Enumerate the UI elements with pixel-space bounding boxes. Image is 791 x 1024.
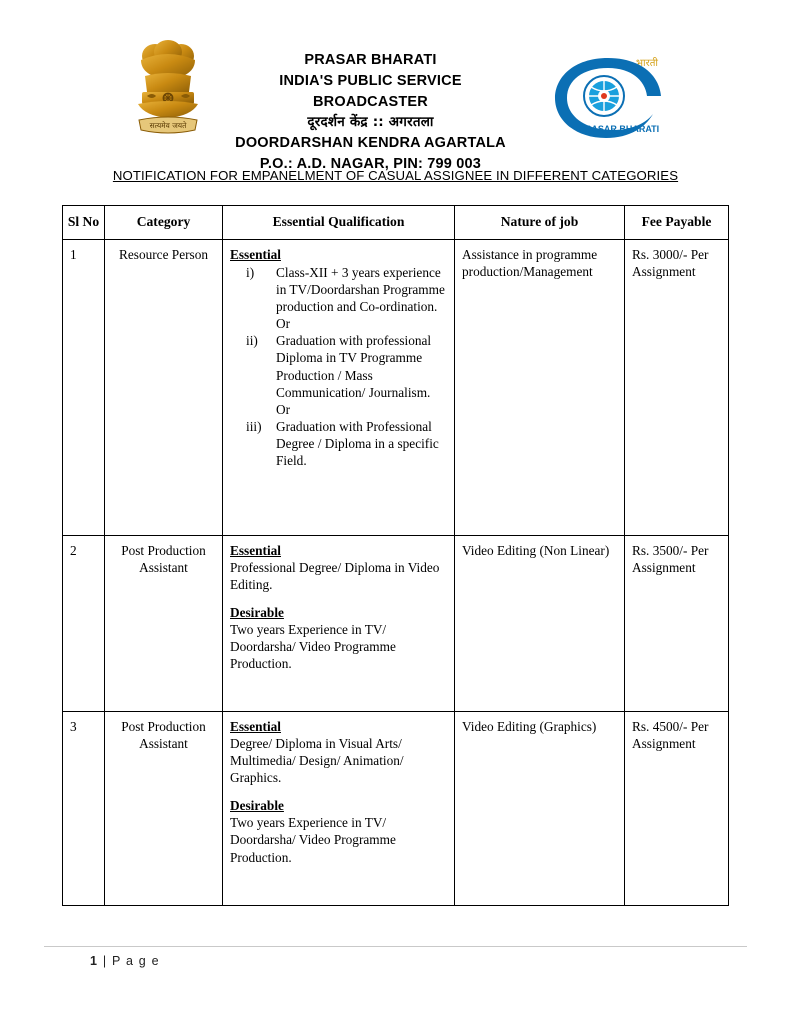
desirable-label: Desirable xyxy=(230,798,284,814)
desirable-text: Two years Experience in TV/ Doordarsha/ Video Programme Production. xyxy=(230,815,396,865)
list-item-text: Graduation with Professional Degree / Diploma in a specific Field. xyxy=(276,418,439,468)
cell-fee-payable: Rs. 4500/- Per Assignment xyxy=(625,712,729,906)
list-item xyxy=(230,332,447,417)
column-header-category: Category xyxy=(105,206,223,240)
cell-sl-no: 2 xyxy=(63,536,105,712)
footer-page-word: P a g e xyxy=(111,954,160,968)
cell-qualification xyxy=(223,536,455,712)
desirable-label: Desirable xyxy=(230,605,284,621)
cell-category: Post Production Assistant xyxy=(105,536,223,712)
list-item-numeral: iii) xyxy=(246,418,262,434)
essential-text: Professional Degree/ Diploma in Video Editing. xyxy=(230,560,440,593)
cell-qualification xyxy=(223,240,455,536)
footer-separator: | xyxy=(102,954,108,968)
document-header xyxy=(44,28,747,172)
table-row xyxy=(63,240,729,536)
desirable-text: Two years Experience in TV/ Doordarsha/ Video Programme Production. xyxy=(230,622,396,672)
list-item-text: Graduation with professional Diploma in TV Programme Production / Mass Communication/ Journalism. Or xyxy=(276,333,432,417)
cell-category: Resource Person xyxy=(105,240,223,536)
essential-text: Degree/ Diploma in Visual Arts/ Multimedia/ Design/ Animation/ Graphics. xyxy=(230,736,404,786)
list-item xyxy=(230,264,447,332)
column-header-nature-of-job: Nature of job xyxy=(455,206,625,240)
cell-nature-of-job: Assistance in programme production/Management xyxy=(455,240,625,536)
list-item-numeral: i) xyxy=(246,265,255,281)
org-line-3-hindi: दूरदर्शन केंद्र :: अगरतला xyxy=(307,114,434,131)
svg-text:प्रसार: प्रसार xyxy=(600,58,621,69)
svg-text:सत्यमेव जयते: सत्यमेव जयते xyxy=(149,121,186,130)
qualification-table xyxy=(62,205,729,906)
column-header-fee-payable: Fee Payable xyxy=(625,206,729,240)
cell-sl-no: 3 xyxy=(63,712,105,906)
cell-fee-payable: Rs. 3500/- Per Assignment xyxy=(625,536,729,712)
organization-heading xyxy=(221,38,521,175)
org-line-2: INDIA'S PUBLIC SERVICE BROADCASTER xyxy=(279,73,462,111)
india-state-emblem-icon xyxy=(125,40,211,138)
svg-text:भारती: भारती xyxy=(635,58,658,69)
table-header-row xyxy=(63,206,729,240)
essential-label: Essential xyxy=(230,247,281,263)
org-line-4: DOORDARSHAN KENDRA AGARTALA xyxy=(235,134,506,151)
list-item xyxy=(230,418,447,469)
cell-nature-of-job: Video Editing (Non Linear) xyxy=(455,536,625,712)
footer-divider xyxy=(44,946,747,947)
list-item-numeral: ii) xyxy=(246,333,258,349)
org-line-5: P.O.: A.D. NAGAR, PIN: 799 003 xyxy=(259,155,482,172)
essential-label: Essential xyxy=(230,719,281,735)
cell-sl-no: 1 xyxy=(63,240,105,536)
prasar-bharati-logo-icon xyxy=(549,52,667,144)
essential-label: Essential xyxy=(230,543,281,559)
svg-text:PRASAR BHARATI: PRASAR BHARATI xyxy=(578,124,659,134)
spacer xyxy=(230,593,447,604)
column-header-essential-qualification: Essential Qualification xyxy=(223,206,455,240)
qualification-list xyxy=(230,264,447,468)
column-header-sl-no: Sl No xyxy=(63,206,105,240)
org-line-1: PRASAR BHARATI xyxy=(304,52,437,68)
page-number-label xyxy=(44,954,747,968)
page-number: 1 xyxy=(90,954,99,968)
cell-nature-of-job: Video Editing (Graphics) xyxy=(455,712,625,906)
cell-fee-payable: Rs. 3000/- Per Assignment xyxy=(625,240,729,536)
cell-category: Post Production Assistant xyxy=(105,712,223,906)
cell-qualification xyxy=(223,712,455,906)
notification-title: NOTIFICATION FOR EMPANELMENT OF CASUAL ASSIGNEE IN DIFFERENT CATEGORIES xyxy=(112,168,679,183)
table-row xyxy=(63,712,729,906)
table-row xyxy=(63,536,729,712)
spacer xyxy=(230,786,447,797)
list-item-text: Class-XII + 3 years experience in TV/Doordarshan Programme production and Co-ordination. Or xyxy=(276,265,445,332)
page-footer xyxy=(44,946,747,968)
